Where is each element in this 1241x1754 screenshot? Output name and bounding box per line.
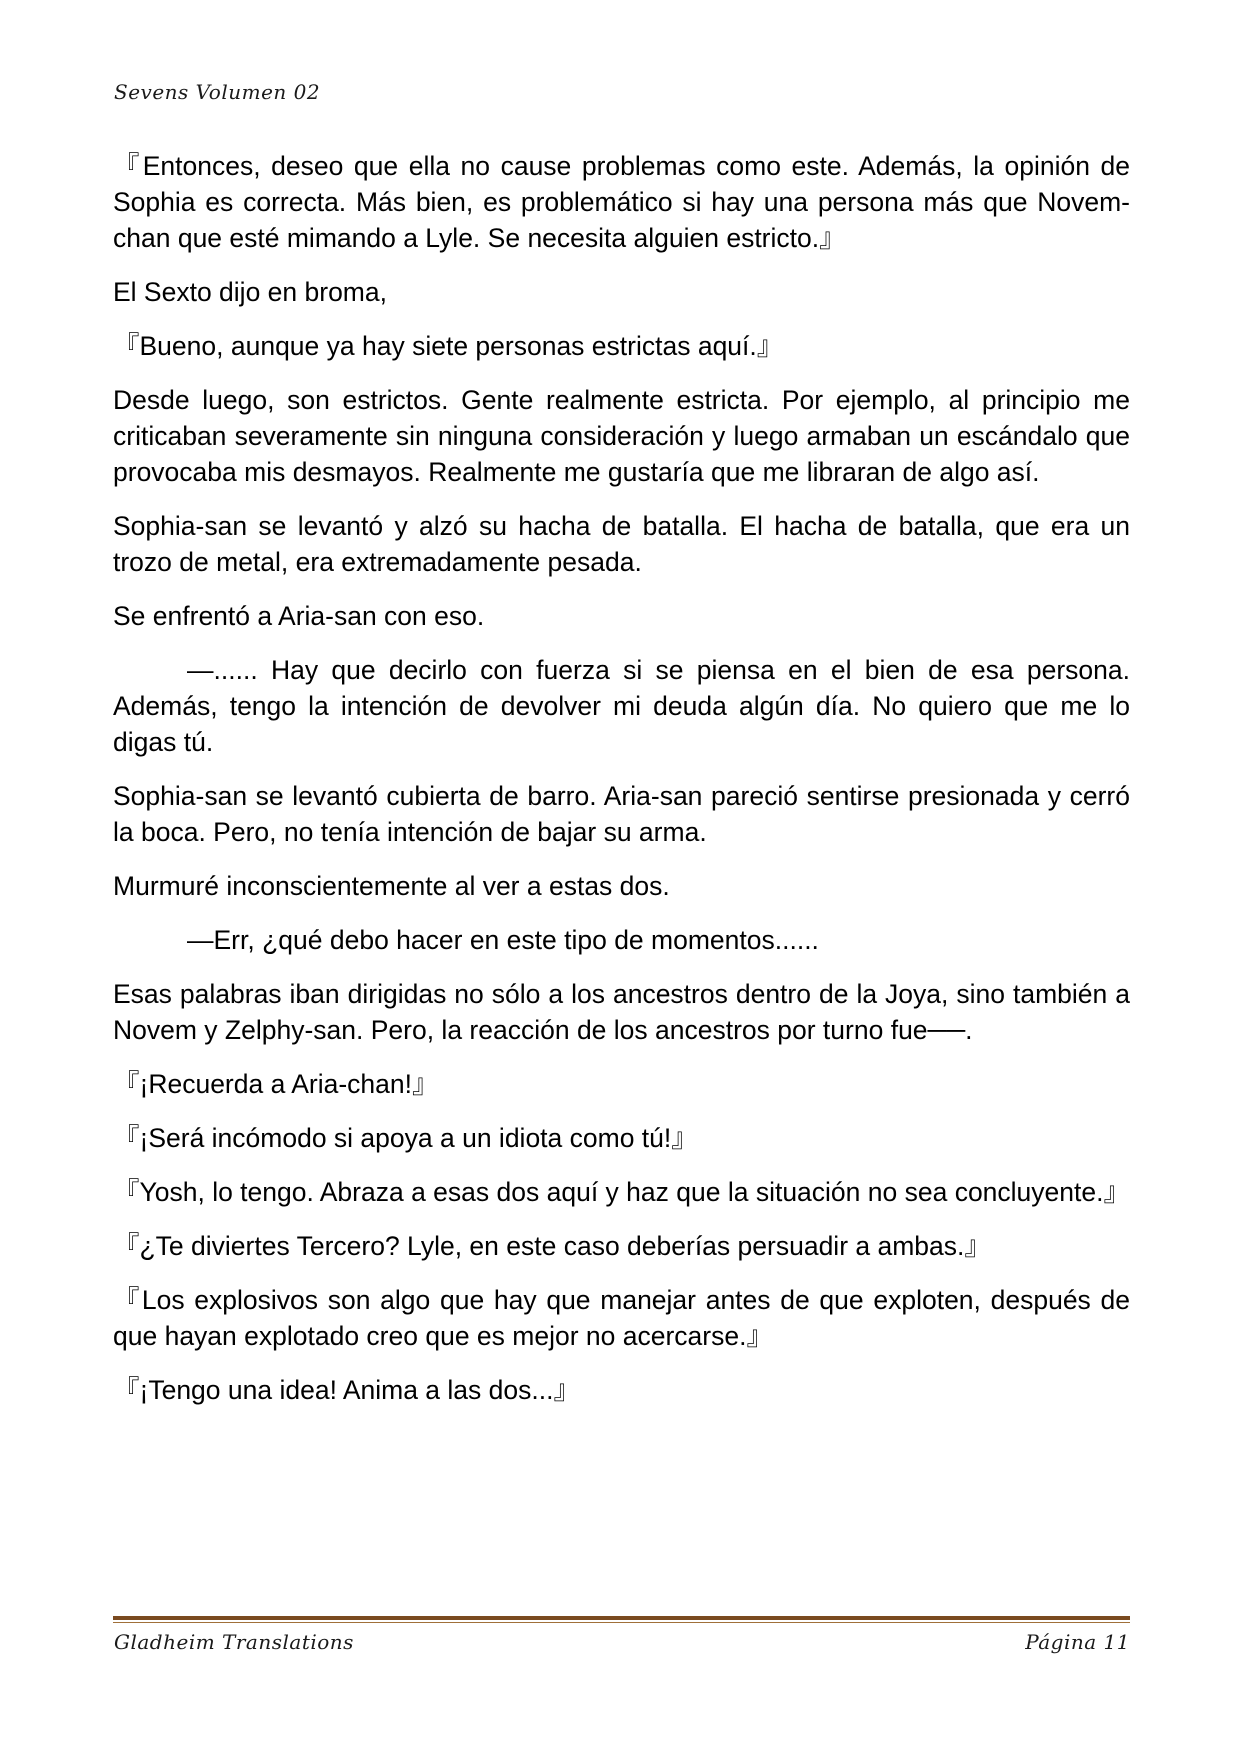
paragraph: 『Yosh, lo tengo. Abraza a esas dos aquí y haz que la situación no sea concluyente.』 <box>113 1177 1130 1207</box>
paragraph: Sophia-san se levantó cubierta de barro. Aria-san pareció sentirse presionada y cerró la boca. Pero, no tenía intención de bajar su arma. <box>113 781 1130 847</box>
paragraph: Desde luego, son estrictos. Gente realmente estricta. Por ejemplo, al principio me criticaban severamente sin ninguna consideración y luego armaban un escándalo que provocaba mis desmayos. Realmente me gustaría que me libraran de algo así. <box>113 385 1130 487</box>
paragraph: Murmuré inconscientemente al ver a estas dos. <box>113 871 670 901</box>
paragraph: —Err, ¿qué debo hacer en este tipo de momentos...... <box>187 925 819 955</box>
page-number: Página 11 <box>1025 1630 1130 1654</box>
paragraph: 『Bueno, aunque ya hay siete personas estrictas aquí.』 <box>113 331 784 361</box>
paragraph: 『¡Será incómodo si apoya a un idiota como tú!』 <box>113 1123 698 1153</box>
footer-rule <box>113 1616 1130 1623</box>
paragraph: 『Entonces, deseo que ella no cause problemas como este. Además, la opinión de Sophia es correcta. Más bien, es problemático si hay una persona más que Novem-chan que esté mimando a Lyle. Se necesita alguien estricto.』 <box>113 151 1130 253</box>
paragraph: 『¡Recuerda a Aria-chan!』 <box>113 1069 439 1099</box>
paragraph: —...... Hay que decirlo con fuerza si se piensa en el bien de esa persona. Además, tengo la intención de devolver mi deuda algún día. No quiero que me lo digas tú. <box>113 655 1130 757</box>
footer-publisher: Gladheim Translations <box>114 1630 354 1654</box>
paragraph: 『¿Te diviertes Tercero? Lyle, en este caso deberías persuadir a ambas.』 <box>113 1231 991 1261</box>
paragraph: Se enfrentó a Aria-san con eso. <box>113 601 485 631</box>
paragraph: Sophia-san se levantó y alzó su hacha de batalla. El hacha de batalla, que era un trozo de metal, era extremadamente pesada. <box>113 511 1130 577</box>
paragraph: 『¡Tengo una idea! Anima a las dos...』 <box>113 1375 580 1405</box>
paragraph: 『Los explosivos son algo que hay que manejar antes de que exploten, después de que hayan explotado creo que es mejor no acercarse.』 <box>113 1285 1130 1351</box>
body-text <box>113 148 1130 1426</box>
paragraph: El Sexto dijo en broma, <box>113 277 387 307</box>
running-header: Sevens Volumen 02 <box>114 80 321 104</box>
paragraph: Esas palabras iban dirigidas no sólo a los ancestros dentro de la Joya, sino también a Novem y Zelphy-san. Pero, la reacción de los ancestros por turno fue──. <box>113 979 1130 1045</box>
